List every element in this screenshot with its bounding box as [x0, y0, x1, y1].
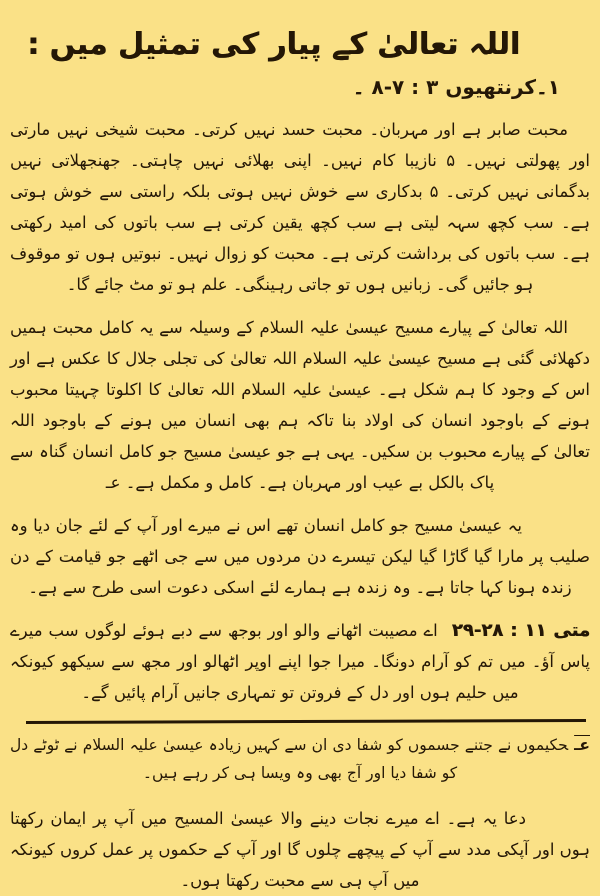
paragraph-matthew-invitation — [10, 615, 590, 708]
footnote-marker: عـ — [574, 736, 590, 754]
page-title: اللہ تعالیٰ کے پیار کی تمثیل میں : — [27, 27, 520, 62]
matthew-invitation-text: اے مصیبت اٹھانے والو اور بوجھ سے دبے ہوئے لوگوں سب میرے پاس آؤ۔ میں تم کو آرام دونگا۔ میرا جوا اپنے اوپر اٹھالو اور مجھ سے سیکھو کیونکہ میں حلیم ہوں اور دل کے فروتن تو تمہاری جانیں آرام پائیں گے۔ — [10, 621, 590, 702]
paragraph-prayer: دعا یہ ہے۔ اے میرے نجات دینے والا عیسیٰ المسیح میں آپ پر ایمان رکھتا ہوں اور آپکی مدد سے آپ کے پیچھے چلوں گا اور آپ کے حکموں پر عمل کروں کیونکہ میں آپ ہی سے محبت رکھتا ہوں۔ — [10, 809, 590, 890]
paragraph-crucifixion-resurrection: یہ عیسیٰ مسیح جو کامل انسان تھے اس نے میرے اور آپ کے لئے جان دیا وہ صلیب پر مارا گیا گاڑا گیا لیکن تیسرے دن مردوں میں سے جی اٹھے جو قیامت کے دن زندہ ہونا کہا جاتا ہے۔ وہ زندہ ہے ہمارے لئے اسکی دعوت اسی طرح سے ہے۔ — [10, 516, 590, 597]
scripture-reference-corinthians: ۱۔کرنتھیوں ۳ : ۷-۸ ۔ — [352, 75, 560, 99]
footnote-text: حکیموں نے جتنے جسموں کو شفا دی ان سے کہیں زیادہ عیسیٰ علیہ السلام نے ٹوٹے دل کو شفا دیا اور آج بھی وہ ویسا ہی کر رہے ہیں۔ — [10, 736, 569, 782]
scripture-reference-matthew: متی ۱۱ : ۲۸-۲۹ — [451, 620, 591, 641]
paragraph-corinthians-love: محبت صابر ہے اور مہربان۔ محبت حسد نہیں کرتی۔ محبت شیخی نہیں مارتی اور پھولتی نہیں۔ ۵ نازیبا کام نہیں۔ اپنی بھلائی نہیں چاہتی۔ جھنجھلاتی نہیں بدگمانی نہیں کرتی۔ ۵ بدکاری سے خوش نہیں ہوتی بلکہ راستی سے خوش ہوتی ہے۔ سب کچھ سہہ لیتی ہے سب کچھ یقین کرتی ہے سب باتوں کی امید رکھتی ہے۔ سب باتوں کی برداشت کرتی ہے۔ محبت کو زوال نہیں۔ نبوتیں ہوں تو موقوف ہو جائیں گی۔ زبانیں ہوں تو جاتی رہینگی۔ علم ہو تو مٹ جائے گا۔ — [10, 120, 590, 294]
paragraph-christ-perfect-love: اللہ تعالیٰ کے پیارے مسیح عیسیٰ علیہ السلام کے وسیلہ سے یہ کامل محبت ہمیں دکھلائی گئی ہے مسیح عیسیٰ علیہ السلام اللہ تعالیٰ کی تجلی جلال کا عکس ہے اور اس کے وجود کا ہم شکل ہے۔ عیسیٰ علیہ السلام اللہ تعالیٰ کا اکلوتا چہیتا محبوب ہونے کے باوجود انسان کی اولاد بنا تاکہ ہم بھی انسان میں ہونے کے باوجود اللہ تعالیٰ کے پیارے محبوب بن سکیں۔ یہی ہے جو عیسیٰ مسیح جو کامل انسان گناہ سے پاک بالکل بے عیب اور مہربان ہے۔ کامل و مکمل ہے۔ عـ — [10, 318, 590, 492]
footnote — [10, 731, 590, 787]
footnote-divider-rule — [26, 719, 586, 724]
